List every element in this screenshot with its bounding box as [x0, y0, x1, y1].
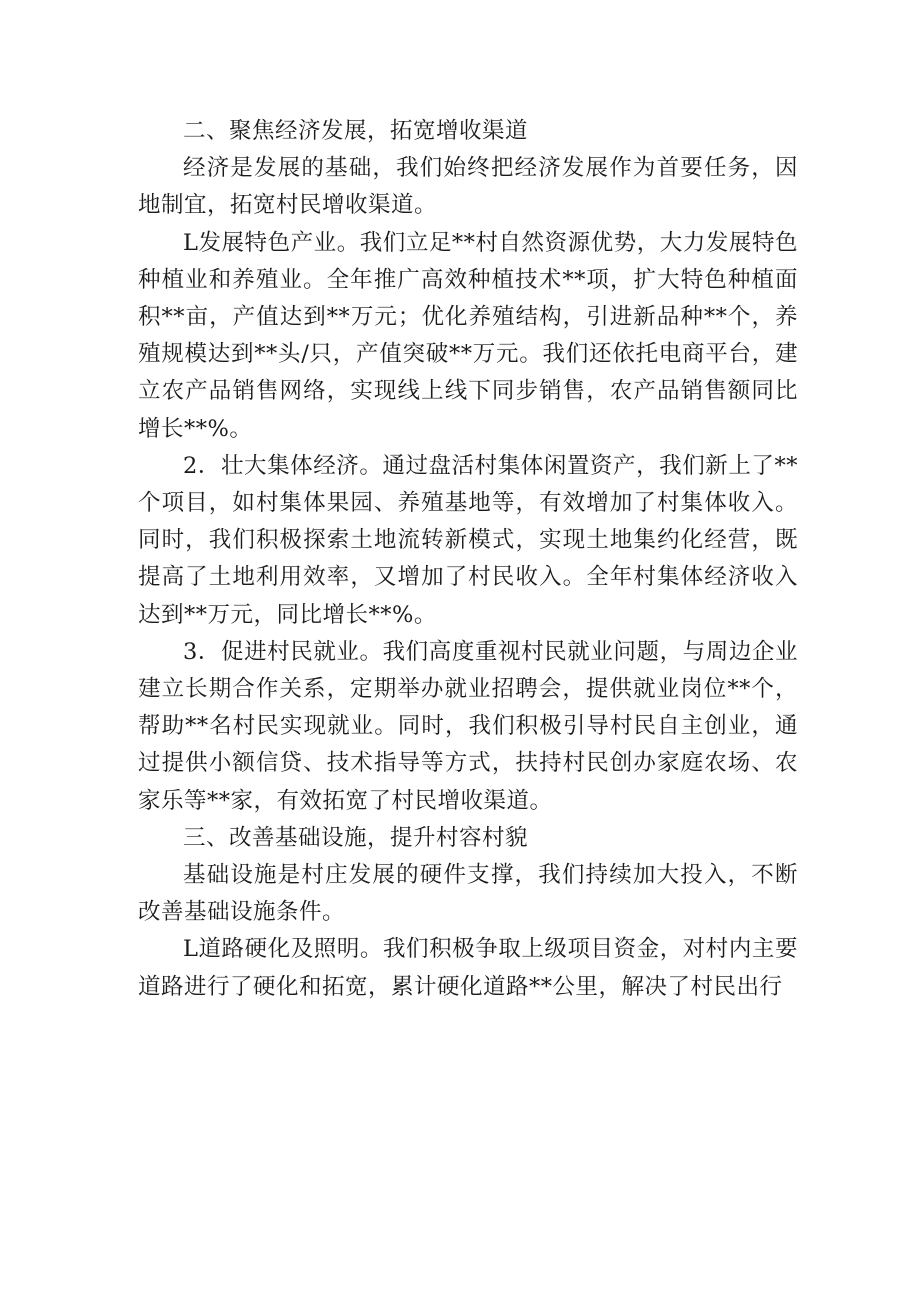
document-page: [138, 113, 798, 1006]
paragraph-special-industry: L发展特色产业。我们立足**村自然资源优势，大力发展特色种植业和养殖业。全年推广高效种植技术**项，扩大特色种植面积**亩，产值达到**万元；优化养殖结构，引进新品种**个，养殖规模达到**头/只，产值突破**万元。我们还依托电商平台，建立农产品销售网络，实现线上线下同步销售，农产品销售额同比增长**%。: [138, 229, 798, 442]
section-heading-infrastructure: 三、改善基础设施，提升村容村貌: [183, 824, 529, 851]
paragraph-infrastructure-intro: 基础设施是村庄发展的硬件支撑，我们持续加大投入，不断改善基础设施条件。: [138, 862, 798, 926]
paragraph-road-lighting: L道路硬化及照明。我们积极争取上级项目资金，对村内主要道路进行了硬化和拓宽，累计硬化道路**公里，解决了村民出行: [138, 936, 798, 1000]
paragraph-economy-intro: 经济是发展的基础，我们始终把经济发展作为首要任务，因地制宜，拓宽村民增收渠道。: [138, 155, 798, 219]
paragraph-employment: 3．促进村民就业。我们高度重视村民就业问题，与周边企业建立长期合作关系，定期举办就业招聘会，提供就业岗位**个，帮助**名村民实现就业。同时，我们积极引导村民自主创业，通过提供小额信贷、技术指导等方式，扶持村民创办家庭农场、农家乐等**家，有效拓宽了村民增收渠道。: [138, 638, 798, 814]
paragraph-collective-economy: 2．壮大集体经济。通过盘活村集体闲置资产，我们新上了**个项目，如村集体果园、养殖基地等，有效增加了村集体收入。同时，我们积极探索土地流转新模式，实现土地集约化经营，既提高了土地利用效率，又增加了村民收入。全年村集体经济收入达到**万元，同比增长**%。: [138, 452, 798, 628]
section-heading-economy: 二、聚焦经济发展，拓宽增收渠道: [183, 118, 529, 144]
